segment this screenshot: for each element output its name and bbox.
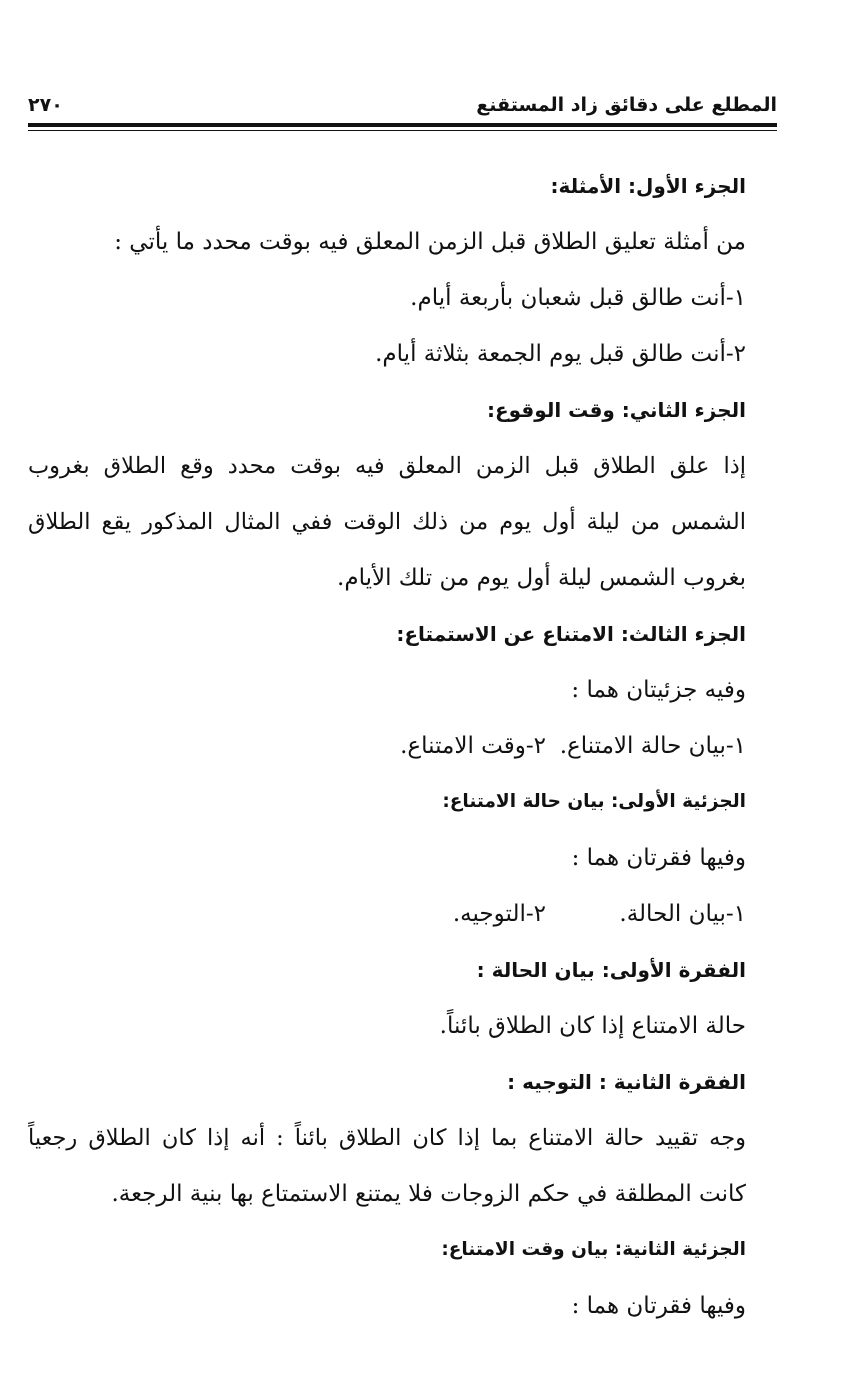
subheading: الفقرة الأولى: بيان الحالة : (476, 958, 746, 982)
list-item: ٢-أنت طالق قبل يوم الجمعة بثلاثة أيام. (375, 341, 746, 367)
page-number: ٢٧٠ (28, 94, 63, 116)
paragraph-line: وجه تقييد حالة الامتناع بما إذا كان الطلاق بائناً : أنه إذا كان الطلاق رجعياً (28, 1125, 746, 1151)
heading-part-one: الجزء الأول: الأمثلة: (550, 174, 746, 198)
paragraph-line: بغروب الشمس ليلة أول يوم من تلك الأيام. (337, 565, 746, 591)
paragraph-line: الشمس من ليلة أول يوم من ذلك الوقت ففي المثال المذكور يقع الطلاق (28, 509, 746, 535)
list-item: ٢-التوجيه. (452, 901, 546, 927)
paragraph-line: حالة الامتناع إذا كان الطلاق بائناً. (439, 1013, 746, 1039)
list-item: ١-بيان حالة الامتناع. (559, 733, 746, 759)
paragraph-line: إذا علق الطلاق قبل الزمن المعلق فيه بوقت محدد وقع الطلاق بغروب (28, 453, 746, 479)
paragraph-line: وفيه جزئيتان هما : (571, 677, 746, 703)
header-rule-thin (28, 130, 777, 131)
list-item: ١-بيان الحالة. (619, 901, 746, 927)
inline-list (28, 886, 746, 942)
paragraph-line: وفيها فقرتان هما : (571, 845, 746, 871)
inline-list (28, 718, 746, 774)
header-rule-thick (28, 123, 777, 127)
heading-part-three: الجزء الثالث: الامتناع عن الاستمتاع: (396, 622, 746, 646)
running-header (28, 88, 777, 122)
paragraph-line: من أمثلة تعليق الطلاق قبل الزمن المعلق فيه بوقت محدد ما يأتي : (114, 229, 746, 255)
subheading: الجزئية الأولى: بيان حالة الامتناع: (442, 791, 746, 812)
book-title: المطلع على دقائق زاد المستقنع (476, 94, 777, 116)
list-item: ٢-وقت الامتناع. (400, 733, 546, 759)
page-body (28, 158, 746, 1334)
subheading: الجزئية الثانية: بيان وقت الامتناع: (441, 1239, 746, 1260)
paragraph-line: وفيها فقرتان هما : (571, 1293, 746, 1319)
subheading: الفقرة الثانية : التوجيه : (507, 1070, 746, 1094)
heading-part-two: الجزء الثاني: وقت الوقوع: (486, 398, 746, 422)
paragraph-line: كانت المطلقة في حكم الزوجات فلا يمتنع الاستمتاع بها بنية الرجعة. (111, 1181, 746, 1207)
list-item: ١-أنت طالق قبل شعبان بأربعة أيام. (410, 285, 746, 311)
